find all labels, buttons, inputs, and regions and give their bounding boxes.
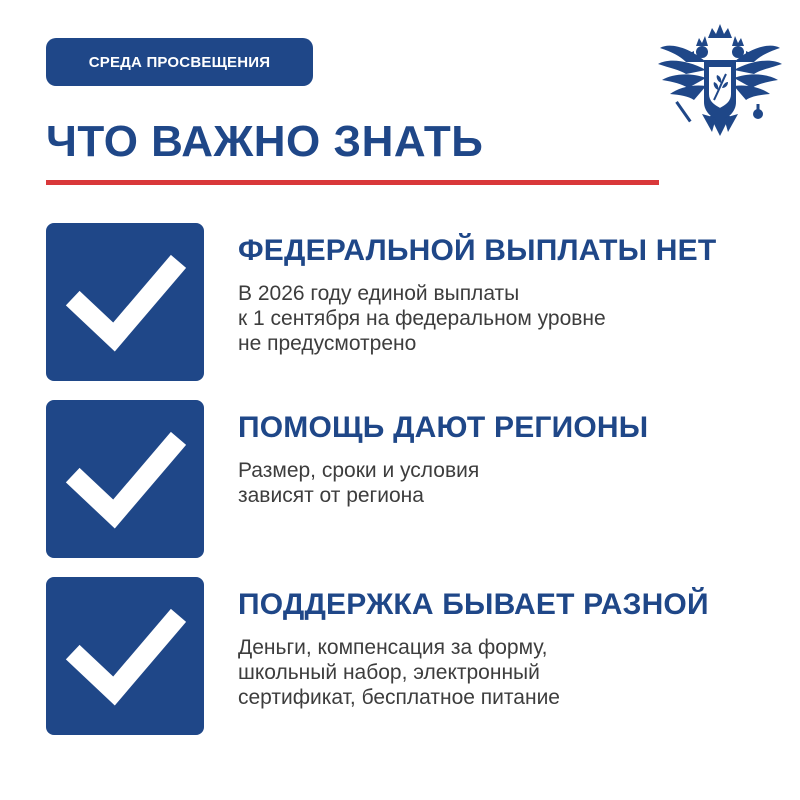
card-title: ПОДДЕРЖКА БЫВАЕТ РАЗНОЙ: [238, 588, 709, 621]
section-badge: СРЕДА ПРОСВЕЩЕНИЯ: [46, 38, 313, 86]
checkmark-icon: [46, 400, 204, 558]
checkmark-icon: [46, 223, 204, 381]
double-headed-eagle-emblem-icon: [656, 18, 784, 138]
card-title: ФЕДЕРАЛЬНОЙ ВЫПЛАТЫ НЕТ: [238, 234, 717, 267]
info-card-support: [46, 577, 766, 737]
card-title: ПОМОЩЬ ДАЮТ РЕГИОНЫ: [238, 411, 649, 444]
title-underline: [46, 180, 659, 185]
checkbox-tile: [46, 400, 204, 558]
page-title: ЧТО ВАЖНО ЗНАТЬ: [46, 117, 484, 166]
card-description: В 2026 году единой выплаты к 1 сентября на федеральном уровне не предусмотрено: [238, 282, 606, 355]
info-card-federal: [46, 223, 766, 383]
card-description: Деньги, компенсация за форму, школьный набор, электронный сертификат, бесплатное питание: [238, 636, 560, 709]
checkbox-tile: [46, 577, 204, 735]
info-card-regions: [46, 400, 766, 560]
card-description: Размер, сроки и условия зависят от региона: [238, 459, 480, 507]
checkmark-icon: [46, 577, 204, 735]
checkbox-tile: [46, 223, 204, 381]
